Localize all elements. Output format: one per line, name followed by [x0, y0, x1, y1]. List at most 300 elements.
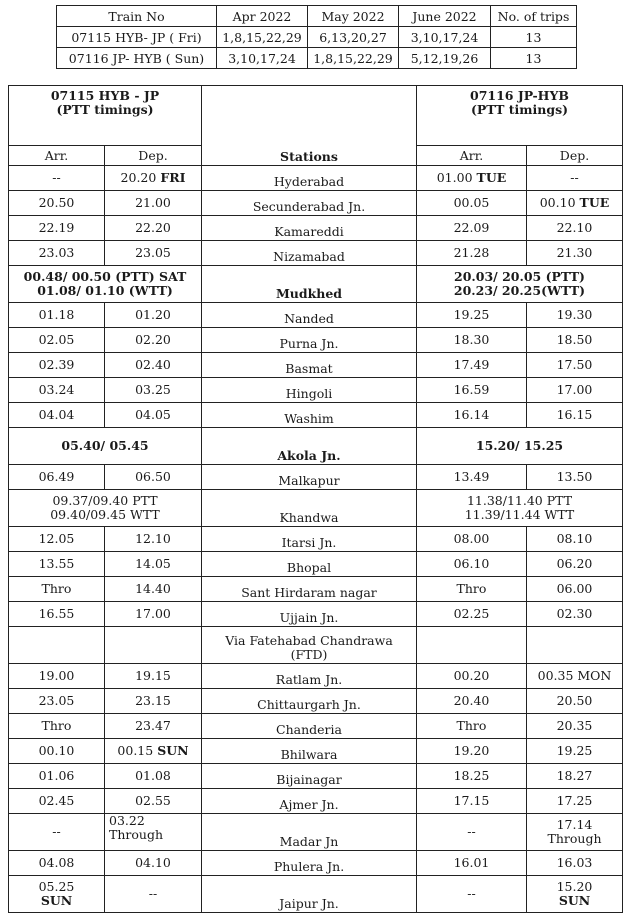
time-value: 02.55 — [135, 793, 171, 808]
time-value: -- — [52, 170, 61, 185]
time-value: 14.40 — [135, 581, 171, 596]
timetable-row — [9, 465, 623, 490]
station-name — [202, 689, 417, 714]
time-value: 08.00 — [453, 531, 490, 546]
time-value: 21.28 — [453, 245, 490, 260]
right-combined-times — [417, 266, 623, 303]
time-value: 15.20 — [556, 879, 593, 894]
right-departure — [527, 789, 623, 814]
time-value: 02.40 — [135, 357, 171, 372]
station-label: Itarsi Jn. — [281, 535, 337, 550]
time-note: SUN — [558, 893, 591, 908]
left-arrival — [9, 851, 105, 876]
day-marker: TUE — [579, 195, 610, 210]
timetable-row — [9, 166, 623, 191]
time-value: 00.05 — [453, 195, 490, 210]
station-label: Sant Hirdaram nagar — [241, 585, 377, 600]
trip-cell: 1,8,15,22,29 — [308, 48, 399, 69]
time-value: -- — [148, 886, 158, 901]
time-value: -- — [52, 824, 61, 839]
time-value: 17.00 — [556, 382, 593, 397]
time-value: 19.25 — [556, 743, 593, 758]
left-departure — [105, 166, 202, 191]
right-departure — [527, 714, 623, 739]
left-combined-times — [9, 428, 202, 465]
left-arrival — [9, 739, 105, 764]
time-note: Through — [547, 831, 602, 846]
time-value: 17.00 — [135, 606, 171, 621]
left-departure — [105, 814, 202, 851]
right-departure — [527, 378, 623, 403]
right-arrival — [417, 527, 527, 552]
left-time-line: 05.40/ 05.45 — [61, 438, 149, 453]
right-arrival — [417, 689, 527, 714]
station-name — [202, 465, 417, 490]
station-label: Nanded — [284, 311, 334, 326]
trip-header-cell: Apr 2022 — [217, 6, 308, 27]
time-value: 02.05 — [38, 332, 75, 347]
time-value: 17.50 — [556, 357, 593, 372]
left-departure — [105, 714, 202, 739]
time-value: 21.00 — [135, 195, 171, 210]
left-arrival — [9, 552, 105, 577]
station-name — [202, 739, 417, 764]
station-name — [202, 527, 417, 552]
timetable-row — [9, 789, 623, 814]
right-departure — [527, 552, 623, 577]
time-value: 01.18 — [38, 307, 75, 322]
left-departure — [105, 403, 202, 428]
right-time-line: 11.39/11.44 WTT — [464, 507, 575, 522]
station-label: Bhilwara — [280, 747, 338, 762]
station-name — [202, 353, 417, 378]
right-arrival — [417, 465, 527, 490]
time-value: 19.25 — [453, 307, 490, 322]
left-arrival — [9, 876, 105, 913]
left-departure — [105, 527, 202, 552]
right-departure — [527, 602, 623, 627]
station-label: Hingoli — [285, 386, 333, 401]
station-name — [202, 577, 417, 602]
right-departure — [527, 465, 623, 490]
station-label: Chanderia — [276, 722, 342, 737]
right-departure — [527, 303, 623, 328]
left-departure — [105, 191, 202, 216]
time-value: 19.15 — [135, 668, 171, 683]
left-arrival — [9, 577, 105, 602]
trip-cell: 3,10,17,24 — [217, 48, 308, 69]
time-value: 12.10 — [135, 531, 171, 546]
time-value: 23.15 — [135, 693, 171, 708]
right-departure — [527, 216, 623, 241]
time-value: Thro — [456, 718, 487, 733]
right-arrival — [417, 602, 527, 627]
time-value: 22.20 — [135, 220, 171, 235]
left-departure — [105, 328, 202, 353]
right-arrival — [417, 577, 527, 602]
station-name — [202, 627, 417, 664]
time-value: 02.45 — [38, 793, 75, 808]
right-arrival — [417, 241, 527, 266]
station-label: Bijainagar — [276, 772, 342, 787]
time-value: 16.59 — [453, 382, 490, 397]
time-value: 18.30 — [453, 332, 490, 347]
right-arrival — [417, 876, 527, 913]
time-value: 18.25 — [453, 768, 490, 783]
timetable — [8, 85, 623, 913]
time-value: 18.50 — [556, 332, 593, 347]
time-value: -- — [570, 170, 579, 185]
timetable-row — [9, 602, 623, 627]
timetable-row — [9, 814, 623, 851]
station-label: Ratlam Jn. — [275, 672, 343, 687]
time-value: 23.47 — [135, 718, 171, 733]
right-combined-times — [417, 428, 623, 465]
right-arrival — [417, 216, 527, 241]
time-value: 17.14 — [556, 817, 593, 832]
time-value: 20.50 — [556, 693, 593, 708]
station-label: (FTD) — [290, 647, 328, 662]
timetable-row — [9, 552, 623, 577]
time-value: Thro — [41, 718, 72, 733]
time-value: 01.20 — [135, 307, 171, 322]
right-arrival — [417, 328, 527, 353]
left-arrival — [9, 378, 105, 403]
timetable-row — [9, 191, 623, 216]
time-value: 06.20 — [556, 556, 593, 571]
station-label: Malkapur — [278, 473, 340, 488]
right-departure — [527, 328, 623, 353]
trip-cell: 1,8,15,22,29 — [217, 27, 308, 48]
left-arrival — [9, 789, 105, 814]
station-name — [202, 216, 417, 241]
right-time-line: 11.38/11.40 PTT — [466, 493, 573, 508]
left-departure — [105, 602, 202, 627]
right-train-header — [417, 86, 623, 146]
left-arrival — [9, 166, 105, 191]
time-value: 02.20 — [135, 332, 171, 347]
left-arrival — [9, 814, 105, 851]
time-value: 19.30 — [556, 307, 593, 322]
time-value: 20.50 — [38, 195, 75, 210]
left-departure — [105, 764, 202, 789]
right-departure — [527, 241, 623, 266]
timetable-row — [9, 241, 623, 266]
station-label: Basmat — [285, 361, 333, 376]
time-value: 23.03 — [38, 245, 75, 260]
time-value: 06.50 — [135, 469, 171, 484]
time-value: 04.10 — [135, 855, 171, 870]
trip-cell: 13 — [491, 27, 577, 48]
station-label: Via Fatehabad Chandrawa — [225, 633, 393, 648]
time-value: 22.19 — [38, 220, 75, 235]
station-name — [202, 764, 417, 789]
left-arrival — [9, 689, 105, 714]
right-departure — [527, 876, 623, 913]
right-departure — [527, 814, 623, 851]
left-arrival — [9, 241, 105, 266]
time-value: 04.05 — [135, 407, 171, 422]
time-value: Thro — [41, 581, 72, 596]
left-departure — [105, 627, 202, 664]
timetable-row — [9, 527, 623, 552]
station-name — [202, 602, 417, 627]
time-value: 03.25 — [135, 382, 171, 397]
trip-cell: 5,12,19,26 — [399, 48, 491, 69]
left-combined-times — [9, 490, 202, 527]
left-departure — [105, 577, 202, 602]
day-marker: FRI — [160, 170, 186, 185]
right-departure — [527, 191, 623, 216]
station-label: Nizamabad — [273, 249, 345, 264]
left-arrival — [9, 764, 105, 789]
time-value: 17.15 — [453, 793, 490, 808]
left-arrival — [9, 328, 105, 353]
station-label: Ujjain Jn. — [279, 610, 339, 625]
time-value: 06.49 — [38, 469, 75, 484]
time-value: 23.05 — [135, 245, 171, 260]
trip-header-cell: Train No — [57, 6, 217, 27]
day-marker: TUE — [476, 170, 507, 185]
time-value: -- — [467, 886, 476, 901]
right-departure — [527, 664, 623, 689]
time-value: 02.30 — [556, 606, 593, 621]
day-marker: SUN — [157, 743, 189, 758]
right-departure — [527, 527, 623, 552]
time-value: 12.05 — [38, 531, 75, 546]
left-departure — [105, 303, 202, 328]
trip-cell: 6,13,20,27 — [308, 27, 399, 48]
timetable-row — [9, 764, 623, 789]
station-label: Phulera Jn. — [273, 859, 345, 874]
station-name: Khandwa — [202, 490, 417, 527]
trip-header-cell: June 2022 — [399, 6, 491, 27]
trip-cell: 13 — [491, 48, 577, 69]
left-departure — [105, 552, 202, 577]
left-arr-header: Arr. — [9, 146, 105, 166]
station-label: Secunderabad Jn. — [252, 199, 366, 214]
trip-cell: 3,10,17,24 — [399, 27, 491, 48]
timetable-row — [9, 328, 623, 353]
time-value: 16.01 — [453, 855, 490, 870]
station-name — [202, 664, 417, 689]
timetable-row — [9, 851, 623, 876]
right-arrival — [417, 851, 527, 876]
right-arrival — [417, 552, 527, 577]
left-arrival — [9, 602, 105, 627]
left-departure — [105, 378, 202, 403]
station-name — [202, 166, 417, 191]
time-value: 02.25 — [453, 606, 490, 621]
right-departure — [527, 851, 623, 876]
time-value: 22.09 — [453, 220, 490, 235]
right-arrival — [417, 627, 527, 664]
left-arrival — [9, 527, 105, 552]
time-value: 17.25 — [556, 793, 593, 808]
time-value: 00.10 — [539, 195, 576, 210]
left-arrival — [9, 664, 105, 689]
station-label: Jaipur Jn. — [279, 896, 339, 911]
timetable-row — [9, 428, 623, 465]
right-arrival — [417, 739, 527, 764]
timetable-row — [9, 378, 623, 403]
time-value: 06.10 — [453, 556, 490, 571]
time-value: 16.14 — [453, 407, 490, 422]
trip-table-row — [57, 27, 577, 48]
left-arrival — [9, 714, 105, 739]
left-arrival — [9, 303, 105, 328]
right-departure — [527, 739, 623, 764]
left-arrival — [9, 216, 105, 241]
timetable-row — [9, 664, 623, 689]
left-time-line: 09.40/09.45 WTT — [50, 507, 160, 522]
right-time-line: 20.23/ 20.25(WTT) — [453, 283, 586, 298]
trip-dates-table — [56, 5, 577, 69]
time-value: 22.10 — [556, 220, 593, 235]
time-value: 13.50 — [556, 469, 593, 484]
station-name: Akola Jn. — [202, 428, 417, 465]
right-departure — [527, 764, 623, 789]
timetable-row — [9, 216, 623, 241]
left-arrival — [9, 191, 105, 216]
time-value: 00.35 MON — [537, 668, 612, 683]
station-label: Madar Jn — [279, 834, 339, 849]
right-train-title: 07116 JP-HYB — [470, 88, 569, 103]
right-time-line: 15.20/ 15.25 — [475, 438, 564, 453]
time-value: 03.22 Through — [109, 813, 163, 842]
station-label: Purna Jn. — [279, 336, 339, 351]
timetable-row — [9, 739, 623, 764]
station-name — [202, 814, 417, 851]
left-train-title: 07115 HYB - JP — [50, 88, 160, 103]
time-value: 00.20 — [453, 668, 490, 683]
station-name — [202, 378, 417, 403]
time-value: 01.08 — [135, 768, 171, 783]
right-departure — [527, 689, 623, 714]
time-value: -- — [467, 824, 476, 839]
left-departure — [105, 789, 202, 814]
right-departure — [527, 353, 623, 378]
left-train-subtitle: (PTT timings) — [56, 102, 154, 117]
station-name — [202, 851, 417, 876]
left-departure — [105, 241, 202, 266]
left-departure — [105, 216, 202, 241]
time-value: 00.10 — [38, 743, 75, 758]
timetable-header-row — [9, 86, 623, 146]
left-dep-header: Dep. — [105, 146, 202, 166]
time-value: 08.10 — [556, 531, 593, 546]
left-arrival — [9, 353, 105, 378]
right-time-line: 20.03/ 20.05 (PTT) — [454, 269, 585, 284]
left-departure — [105, 876, 202, 913]
station-name — [202, 789, 417, 814]
timetable-row — [9, 303, 623, 328]
day-marker: SUN — [40, 893, 73, 908]
time-value: 20.20 — [120, 170, 157, 185]
station-label: Kamareddi — [274, 224, 344, 239]
time-value: 16.15 — [556, 407, 593, 422]
time-value: 16.03 — [556, 855, 593, 870]
time-value: 04.08 — [38, 855, 75, 870]
time-value: 23.05 — [38, 693, 75, 708]
right-arrival — [417, 303, 527, 328]
timetable-row — [9, 627, 623, 664]
left-departure — [105, 851, 202, 876]
time-value: 01.06 — [38, 768, 75, 783]
time-value: 13.49 — [453, 469, 490, 484]
station-name — [202, 403, 417, 428]
station-label: Ajmer Jn. — [279, 797, 339, 812]
station-label: Hyderabad — [273, 174, 345, 189]
time-value: 03.24 — [38, 382, 75, 397]
station-name: Mudkhed — [202, 266, 417, 303]
time-value: 21.30 — [556, 245, 593, 260]
time-value: 18.27 — [556, 768, 593, 783]
time-value: 13.55 — [38, 556, 75, 571]
station-name — [202, 328, 417, 353]
trip-cell: 07115 HYB- JP ( Fri) — [57, 27, 217, 48]
right-departure — [527, 166, 623, 191]
time-value: 05.25 — [38, 879, 75, 894]
time-value: 06.00 — [556, 581, 593, 596]
left-time-line: 00.48/ 00.50 (PTT) SAT — [23, 269, 187, 284]
station-name — [202, 241, 417, 266]
right-departure — [527, 627, 623, 664]
right-arrival — [417, 403, 527, 428]
station-label: Chittaurgarh Jn. — [257, 697, 361, 712]
timetable-row — [9, 876, 623, 913]
trip-cell: 07116 JP- HYB ( Sun) — [57, 48, 217, 69]
time-value: 02.39 — [38, 357, 75, 372]
left-arrival — [9, 465, 105, 490]
timetable-row — [9, 714, 623, 739]
right-train-subtitle: (PTT timings) — [470, 102, 569, 117]
stations-header: Stations — [202, 86, 417, 166]
left-departure — [105, 353, 202, 378]
right-arr-header: Arr. — [417, 146, 527, 166]
time-value: 20.40 — [453, 693, 490, 708]
station-name — [202, 552, 417, 577]
time-value: 14.05 — [135, 556, 171, 571]
timetable-row — [9, 689, 623, 714]
station-label: Washim — [284, 411, 334, 426]
right-departure — [527, 577, 623, 602]
right-arrival — [417, 814, 527, 851]
station-name — [202, 714, 417, 739]
trip-table-header-row — [57, 6, 577, 27]
time-value: 04.04 — [38, 407, 75, 422]
right-arrival — [417, 764, 527, 789]
right-arrival — [417, 789, 527, 814]
right-combined-times — [417, 490, 623, 527]
right-arrival — [417, 191, 527, 216]
left-departure — [105, 664, 202, 689]
time-value: 00.15 — [117, 743, 154, 758]
station-name — [202, 876, 417, 913]
right-arrival — [417, 166, 527, 191]
left-time-line: 09.37/09.40 PTT — [52, 493, 158, 508]
timetable-row — [9, 577, 623, 602]
trip-table-row — [57, 48, 577, 69]
trip-header-cell: May 2022 — [308, 6, 399, 27]
time-value: 17.49 — [453, 357, 490, 372]
right-dep-header: Dep. — [527, 146, 623, 166]
timetable-row — [9, 403, 623, 428]
timetable-row — [9, 353, 623, 378]
left-arrival — [9, 403, 105, 428]
time-value: Thro — [456, 581, 487, 596]
time-value: 01.00 — [436, 170, 473, 185]
